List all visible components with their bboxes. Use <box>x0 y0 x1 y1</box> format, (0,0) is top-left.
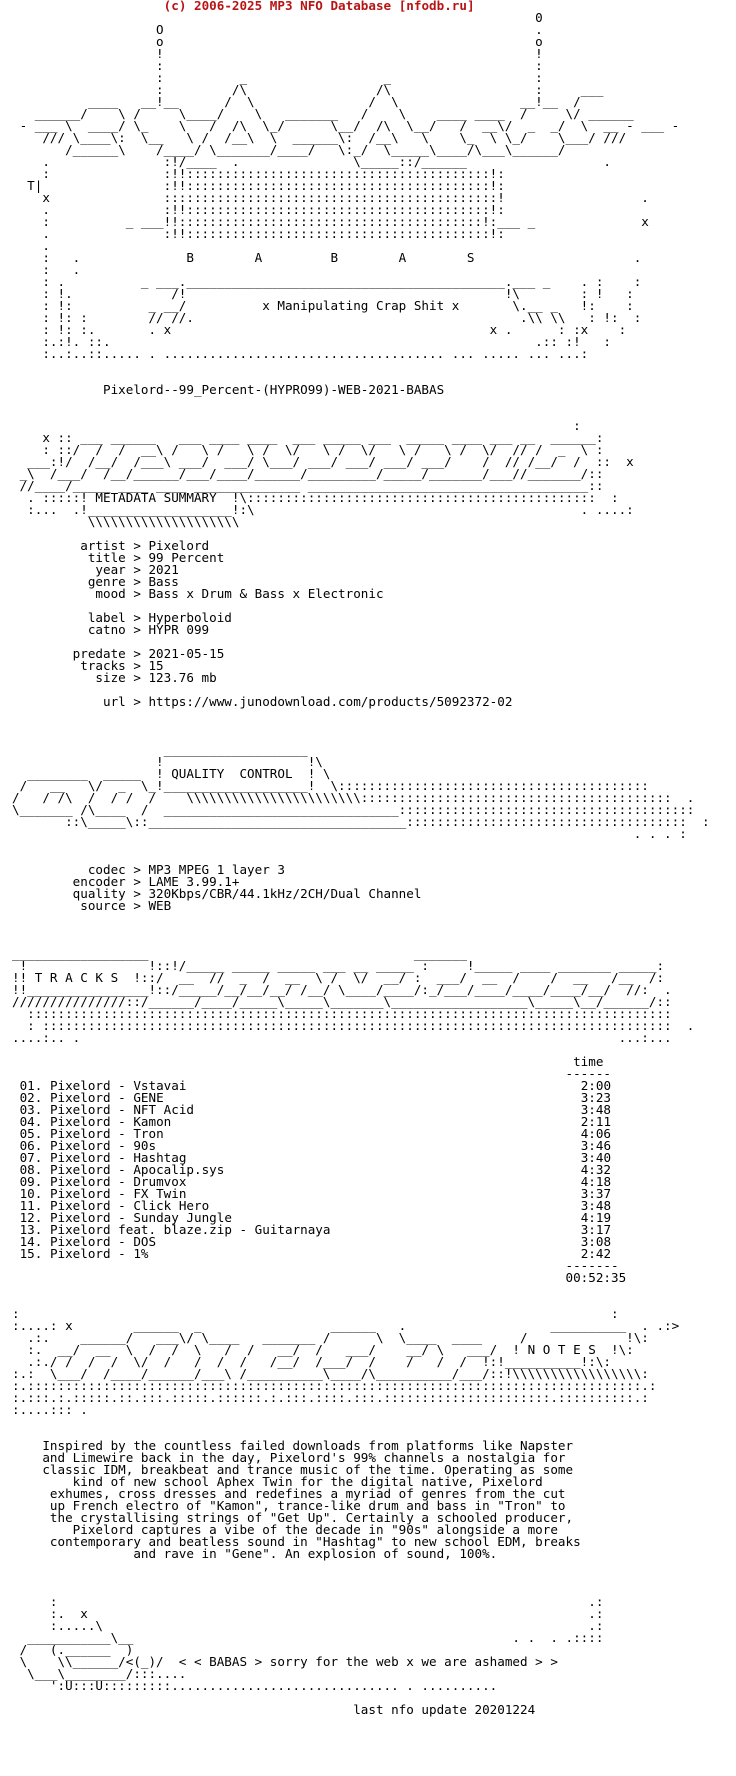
nfo-document <box>12 0 710 1716</box>
last-update: last nfo update 20201224 <box>353 1702 536 1717</box>
notes-text: Inspired by the countless failed downloads from platforms like Napster and Limewire back in the day, Pixelord's 99% channels a nostalgia for classic IDM, breakbeat and trance music of the time. Operating as some kind of new school Aphex Twin for the digital native, Pixelord exhumes, cross dresses and redefines a myriad of genres from the cut up French electro of "Kamon", trance-like drum and bass in "Tron" to the crystallising strings of "Get Up". Certainly a schooled producer, Pixelord captures a vibe of the decade in "90s" alongside a more contemporary and beatless sound in "Hashtag" to new school EDM, breaks and rave in "Gene". An explosion of sound, 100%. <box>42 1438 581 1561</box>
track-title: Pixelord - Apocalip.sys <box>49 1162 225 1177</box>
metadata-section: artist > Pixelord title > 99 Percent year > 2021 genre > Bass mood > Bass x Drum & Bass x Electronic label > Hyperboloid catno > HYPR 099 predate > 2021-05-15 tracks > 15 size > 123.76 mb url > https://www.junodownload.com/products/5092372-02 <box>72 538 513 709</box>
track-title: Pixelord - Vstavai <box>49 1078 187 1093</box>
track-number: 02. <box>19 1090 43 1105</box>
track-title: Pixelord - DOS <box>49 1234 157 1249</box>
track-time: 4:18 <box>580 1174 612 1189</box>
track-title: Pixelord - Kamon <box>49 1114 172 1129</box>
track-title: Pixelord - Click Hero <box>49 1198 210 1213</box>
track-time: 3:17 <box>580 1222 612 1237</box>
track-number: 09. <box>19 1174 43 1189</box>
track-number: 08. <box>19 1162 43 1177</box>
track-number: 11. <box>19 1198 43 1213</box>
quality-section: codec > MP3 MPEG 1 layer 3 encoder > LAME 3.99.1+ quality > 320Kbps/CBR/44.1kHz/2CH/Dual Channel source > WEB <box>72 862 422 913</box>
track-time: 4:19 <box>580 1210 612 1225</box>
track-title: Pixelord - Sunday Jungle <box>49 1210 232 1225</box>
track-number: 12. <box>19 1210 43 1225</box>
track-title: Pixelord - GENE <box>49 1090 164 1105</box>
babas-footer: : .: :. x .: :.....\ .: ___________\__ . . . .:::: / (.______ ) \ \\______/<(_)/ < < BABAS > sorry for the web x we are ashamed > > \___\________/:::.... ':U:::U:::::::::.............................. . .......... <box>19 1594 604 1693</box>
notes-header: : : :....: x ______ _ ______ . __________ . .:> .:. ______/ ___\/ \____ _______ / \ \____ ____ / !\: :. __/ __ \ / / \ / / __/ / ___/ __/ \ ___/ ! N O T E S !\: .:./ / / / \/ / / / / /__/ /___/ / / / / !:!__________!:\: :.: \___/ /____/______/___\ /__________\____/\__________/___/::!\\\\\\\\\\\\\\\\\: :.:::::::::::::::::::::::::::::::::::::::::::::::::::::::::::::::::::::::::::::::::.: :.:::.:.:::::.::.:::.:::::.::::::.:.:::.::::.:::.::::::::::::::::::::::.::::::::::.: :....::: . <box>12 1306 680 1417</box>
track-title: Pixelord feat. blaze.zip - Guitarnaya <box>49 1222 331 1237</box>
track-time: 2:42 <box>580 1246 612 1261</box>
track-time: 3:23 <box>580 1090 612 1105</box>
track-title: Pixelord - Drumvox <box>49 1174 187 1189</box>
track-title: Pixelord - FX Twin <box>49 1186 187 1201</box>
tracks-header: __________________ _______ ! !::!/_____ _____ _____ ___ __ _____ : !_____ ____ _______ _____: !! T R A C K S !::/ __ // _ / __ \ / \/ __/ : ___/ __ / / __ /__ /: !!________________!::/_____/__/__/__/ /__/ \____/____/:_/___/____/____/____/__/ //: . ///////////////::/______/____/_____\_____\_______\__________________\_____\__/______/:: ::::::::::::::::::::::::::::::::::::::::::::::::::::::::::::::::::::::::::::::::::::: : ::::::::::::::::::::::::::::::::::::::::::::::::::::::::::::::::::::::::::::::::::: . ....:.. . ...:... <box>12 946 695 1045</box>
track-time: 4:32 <box>580 1162 612 1177</box>
track-time: 3:48 <box>580 1102 612 1117</box>
track-title: Pixelord - Hashtag <box>49 1150 187 1165</box>
track-title: Pixelord - Tron <box>49 1126 164 1141</box>
quality-control-header: ___________________ ! !\ ________ _____ ! QUALITY CONTROL ! \ / __ \/ _ \_!___________________! \::::::::::::::::::::::::::::::::::::::::: / / /\ / / / / \\\\\\\\\\\\\\\\\\\\\\\::::::::::::::::::::::::::::::::::::::::: . \_______ /\____ / _______________________________::::::::::::::::::::::::::::::::::::::: ::\_____\::__________________________________::::::::::::::::::::::::::::::::::::: : . . . : <box>12 742 710 841</box>
track-time: 4:06 <box>580 1126 612 1141</box>
track-time: 3:08 <box>580 1234 612 1249</box>
tracklist <box>12 1080 710 1260</box>
track-number: 05. <box>19 1126 43 1141</box>
total-time: 00:52:35 <box>12 1270 627 1285</box>
track-time: 2:00 <box>580 1078 612 1093</box>
metadata-summary-header: : x :: ___ ______ ___ ____ ____ ___ _____ ___ _____ ____ ___ __ ______: : ::/ / / __\ / \ / \ / \/ \ / \/ \ / \ / \/ // / _ \ : ___:!/ /__/ /___\ ___/ ___/ \___/ ___/ ___/ ___/ ___/ / // /__/ / :: x _\ /___/ /__/______/___/____/______/_________/_____/_______/___//_______/:: //____/_____ ____ ____ ______________ _____________________________________:: . :::::! METADATA SUMMARY !\:::::::::::::::::::::::::::::::::::::::::::::: : :... .!___________________!:\ . ....: \\\\\\\\\\\\\\\\\\\\ <box>19 418 634 529</box>
track-title: Pixelord - 1% <box>49 1246 149 1261</box>
time-column-label: time <box>12 1054 604 1069</box>
track-number: 14. <box>19 1234 43 1249</box>
track-number: 03. <box>19 1102 43 1117</box>
track-title: Pixelord - NFT Acid <box>49 1102 194 1117</box>
track-number: 01. <box>19 1078 43 1093</box>
track-time: 3:46 <box>580 1138 612 1153</box>
track-time: 3:48 <box>580 1198 612 1213</box>
track-number: 15. <box>19 1246 43 1261</box>
track-number: 07. <box>19 1150 43 1165</box>
track-time: 3:37 <box>580 1186 612 1201</box>
credit-text[interactable]: (c) 2006-2025 MP3 NFO Database [nfodb.ru] <box>163 0 475 13</box>
time-column-rule: ------ <box>12 1066 611 1081</box>
track-time: 3:40 <box>580 1150 612 1165</box>
track-number: 10. <box>19 1186 43 1201</box>
track-number: 13. <box>19 1222 43 1237</box>
babas-logo: 0 O . o o ! ! : : : _ _ : : /\ /\ : ___ ____ __!__ / \ / \ __!__ / ______/ \ / \____/ \ _______ / \ ____ ____ / \/ ______ - ___ \ ____/ \_ \ / /\ \_/ \__/ /\ \__/ / __\/ _ _/ \ __ - ___ - /// \____\: \__ \ / /__\ \ ______\: /__\ \ \_ \ \_/ \___/ /// /______\ /____/ \_______/____/ \:_/ \_____\____/\___\______/ . :!/____ . \_____::/______ . : :!!::::::::::::::::::::::::::::::::::::::::!: T| :!!::::::::::::::::::::::::::::::::::::::::!: x ::::::::::::::::::::::::::::::::::::::::::::! . . :!!::::::::::::::::::::::::::::::::::::::::!: : _ ___!!::::::::::::::::::::::::::::::::::::::::!:___ _ x . :!!::::::::::::::::::::::::::::::::::::::::!: . : . B A B A S . : . : . _ ___.__________________________________________.___ _ . : : : !. /! !\ : ! : : !: _ __/ x Manipulating Crap Shit x \.__ _ !: : : !: : // //. .\\ \\ : !: : : !: :. . x x . : :x : :.:!. ::. .:: :! : :..:..::..... . ..................................... ... ..... ... ...: <box>19 10 680 361</box>
release-name: Pixelord--99_Percent-(HYPRO99)-WEB-2021-BABAS <box>12 382 445 397</box>
track-number: 06. <box>19 1138 43 1153</box>
track-time: 2:11 <box>580 1114 612 1129</box>
total-time-rule: ------- <box>12 1258 619 1273</box>
track-title: Pixelord - 90s <box>49 1138 157 1153</box>
track-number: 04. <box>19 1114 43 1129</box>
